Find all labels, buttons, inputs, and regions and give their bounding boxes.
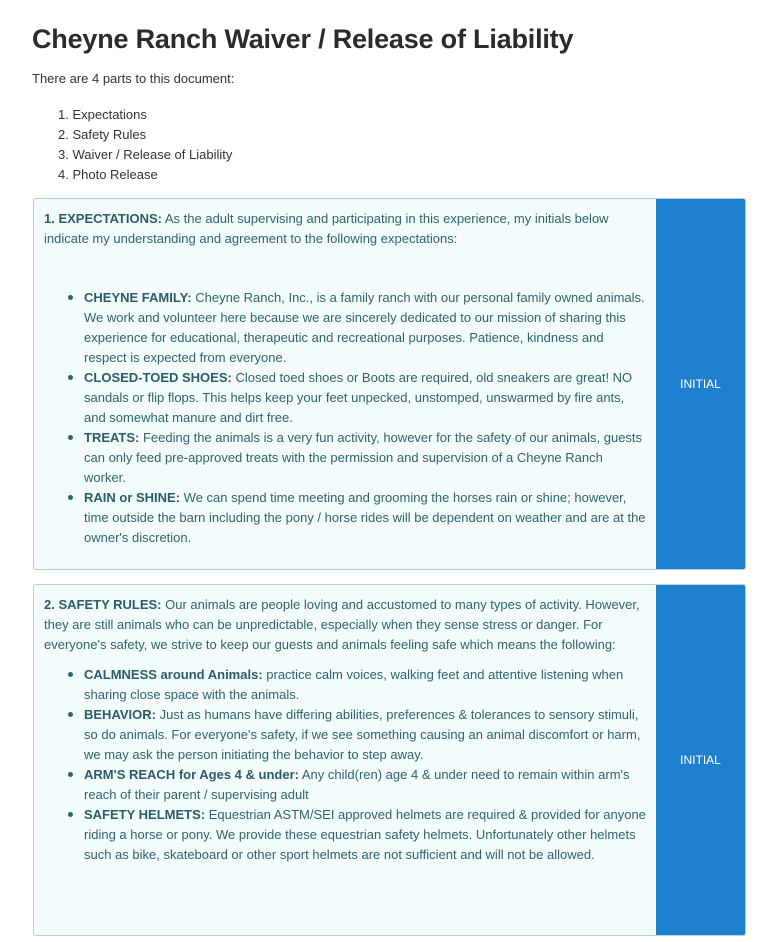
safety-rules-content bbox=[34, 585, 657, 935]
parts-list-item: 1. Expectations bbox=[58, 107, 147, 122]
parts-list-item: 4. Photo Release bbox=[58, 167, 158, 182]
bullet-title: CLOSED-TOED SHOES: bbox=[84, 370, 232, 385]
expectations-content bbox=[34, 199, 657, 569]
bullet-text: practice calm voices, walking feet and attentive listening when sharing close space with the animals. bbox=[84, 667, 624, 702]
parts-list-item: 2. Safety Rules bbox=[58, 127, 147, 142]
parts-list-item: 3. Waiver / Release of Liability bbox=[58, 147, 233, 162]
bullet-text: Any child(ren) age 4 & under need to remain within arm's reach of their parent / supervising adult bbox=[84, 767, 630, 802]
expectations-section bbox=[33, 198, 746, 570]
expectations-heading: 1. EXPECTATIONS: bbox=[44, 211, 162, 226]
document-intro: There are 4 parts to this document: bbox=[32, 71, 235, 86]
safety-rules-list bbox=[44, 665, 647, 865]
bullet-title: SAFETY HELMETS: bbox=[84, 807, 206, 822]
bullet-text: We can spend time meeting and grooming the horses rain or shine; however, time outside the barn including the pony / horse rides will be dependent on weather and are at the owner's discretion. bbox=[84, 490, 646, 545]
expectations-intro bbox=[44, 209, 647, 249]
safety-item-helmets bbox=[44, 805, 647, 865]
bullet-text: Equestrian ASTM/SEI approved helmets are required & provided for anyone riding a horse or pony. We provide these equestrian safety helmets. Unfortunately other helmets such as bike, skateboard or other sport helmets are not sufficient and will not be allowed. bbox=[84, 807, 646, 862]
bullet-text: Feeding the animals is a very fun activity, however for the safety of our animals, guests can only feed pre-approved treats with the permission and supervision of a Cheyne Ranch worker. bbox=[84, 430, 643, 485]
safety-item-behavior bbox=[44, 705, 647, 765]
bullet-text: Just as humans have differing abilities, preferences & tolerances to sensory stimuli, so do animals. For everyone's safety, if we see something causing an animal discomfort or harm, we may ask the person initiating the behavior to step away. bbox=[84, 707, 641, 762]
bullet-title: RAIN or SHINE: bbox=[84, 490, 181, 505]
parts-list bbox=[32, 105, 232, 185]
safety-rules-section bbox=[33, 584, 746, 936]
safety-item-arms-reach bbox=[44, 765, 647, 805]
safety-rules-intro bbox=[44, 595, 647, 655]
bullet-title: CHEYNE FAMILY: bbox=[84, 290, 192, 305]
expectation-item-cheyne-family bbox=[44, 288, 647, 368]
expectation-item-closed-toed-shoes bbox=[44, 368, 647, 428]
expectation-item-treats bbox=[44, 428, 647, 488]
bullet-title: ARM'S REACH for Ages 4 & under: bbox=[84, 767, 299, 782]
expectations-list bbox=[44, 288, 647, 548]
safety-rules-intro-text: Our animals are people loving and accustomed to many types of activity. However, they are still animals who can be unpredictable, especially when they sense stress or danger. For everyone's safety, we strive to keep our guests and animals feeling safe which means the following: bbox=[44, 597, 640, 652]
page-title: Cheyne Ranch Waiver / Release of Liability bbox=[32, 24, 574, 54]
bullet-title: CALMNESS around Animals: bbox=[84, 667, 263, 682]
bullet-text: Cheyne Ranch, Inc., is a family ranch with our personal family owned animals. We work and volunteer here because we are sincerely dedicated to our mission of sharing this experience for educational, therapeutic and recreational purposes. Patience, kindness and respect is expected from everyone. bbox=[84, 290, 645, 365]
expectation-item-rain-or-shine bbox=[44, 488, 647, 548]
expectations-intro-text: As the adult supervising and participating in this experience, my initials below indicate my understanding and agreement to the following expectations: bbox=[44, 211, 609, 246]
safety-item-calmness bbox=[44, 665, 647, 705]
expectations-initial-button[interactable]: INITIAL bbox=[656, 199, 745, 569]
safety-rules-heading: 2. SAFETY RULES: bbox=[44, 597, 162, 612]
bullet-title: BEHAVIOR: bbox=[84, 707, 156, 722]
safety-rules-initial-button[interactable]: INITIAL bbox=[656, 585, 745, 935]
bullet-text: Closed toed shoes or Boots are required, old sneakers are great! NO sandals or flip flops. This helps keep your feet unpecked, unstomped, unswarmed by fire ants, and somewhat manure and dirt free. bbox=[84, 370, 633, 425]
bullet-title: TREATS: bbox=[84, 430, 140, 445]
